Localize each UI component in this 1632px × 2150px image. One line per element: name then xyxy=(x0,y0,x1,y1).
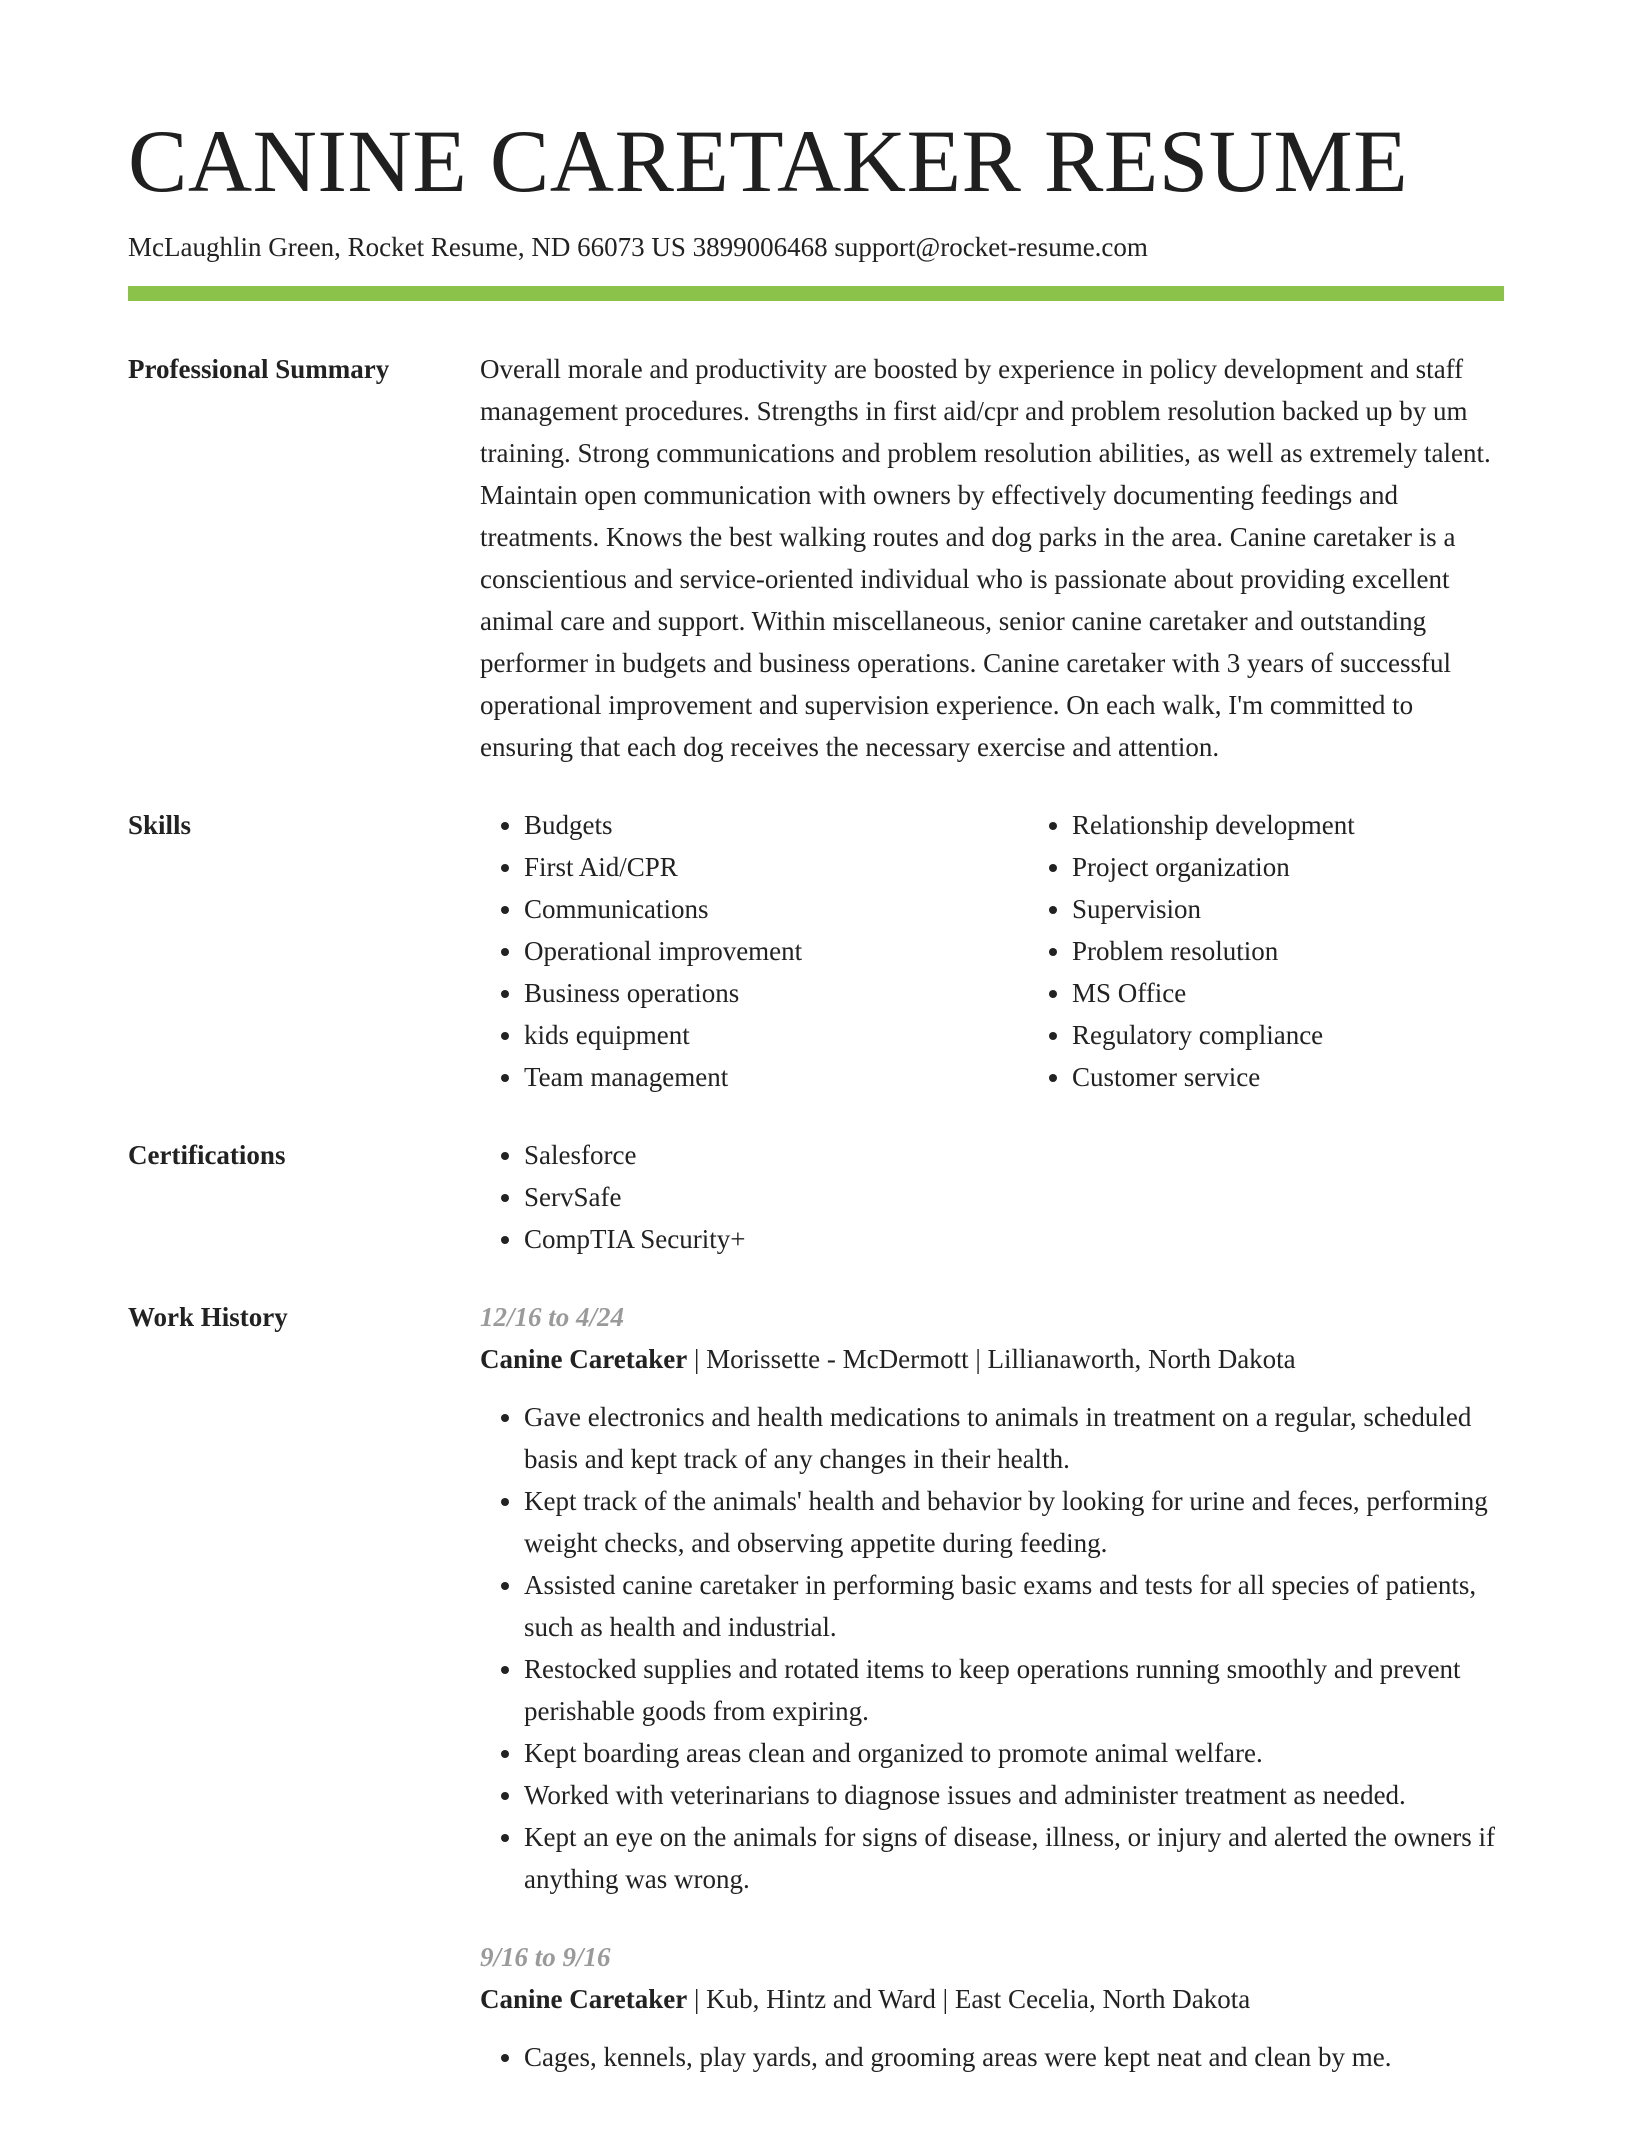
skills-list-left xyxy=(480,804,1028,1098)
job-duties-list xyxy=(480,1396,1504,1900)
contact-info: McLaughlin Green, Rocket Resume, ND 66073 US 3899006468 support@rocket-resume.com xyxy=(128,232,1148,262)
section-heading: Skills xyxy=(128,810,192,840)
skill-item: • Problem resolution xyxy=(1072,930,1576,972)
certifications-list xyxy=(480,1134,1504,1260)
skill-item: • kids equipment xyxy=(524,1014,1028,1056)
skill-item: • MS Office xyxy=(1072,972,1576,1014)
certification-item: • Salesforce xyxy=(524,1134,1504,1176)
skill-item: • Relationship development xyxy=(1072,804,1576,846)
skill-item: • Project organization xyxy=(1072,846,1576,888)
job-heading xyxy=(480,1978,1504,2020)
job-title: Canine Caretaker xyxy=(480,1344,688,1374)
resume-title: CANINE CARETAKER RESUME xyxy=(128,113,1409,211)
skills-list-right xyxy=(1028,804,1576,1098)
job-duty-item: • Kept track of the animals' health and behavior by looking for urine and feces, performing weight checks, and observing appetite during feeding. xyxy=(524,1480,1504,1564)
job-entry xyxy=(480,1936,1504,2078)
job-duty-item: • Kept boarding areas clean and organized to promote animal welfare. xyxy=(524,1732,1504,1774)
job-title: Canine Caretaker xyxy=(480,1984,688,2014)
certification-item: • CompTIA Security+ xyxy=(524,1218,1504,1260)
skill-item: • First Aid/CPR xyxy=(524,846,1028,888)
section-body xyxy=(480,1134,1504,1260)
job-duties-list xyxy=(480,2036,1504,2078)
section-work-history xyxy=(128,1296,1504,2114)
job-employer-location: | Morissette - McDermott | Lillianaworth, North Dakota xyxy=(687,1344,1296,1374)
skills-columns xyxy=(480,804,1576,1098)
skill-item: • Supervision xyxy=(1072,888,1576,930)
job-duty-item: • Gave electronics and health medications to animals in treatment on a regular, scheduled basis and kept track of any changes in their health. xyxy=(524,1396,1504,1480)
skill-item: • Customer service xyxy=(1072,1056,1576,1098)
job-dates: 9/16 to 9/16 xyxy=(480,1942,611,1972)
job-entry xyxy=(480,1296,1504,1900)
skill-item: • Business operations xyxy=(524,972,1028,1014)
section-heading: Work History xyxy=(128,1302,288,1332)
skill-item: • Regulatory compliance xyxy=(1072,1014,1576,1056)
header-divider xyxy=(128,286,1504,301)
summary-text: Overall morale and productivity are boosted by experience in policy development and staff management procedures. Strengths in first aid/cpr and problem resolution backed up by um training. Strong communications and problem resolution abilities, as well as extremely talent. Maintain open communication with owners by effectively documenting feedings and treatments. Knows the best walking routes and dog parks in the area. Canine caretaker is a conscientious and service-oriented individual who is passionate about providing excellent animal care and support. Within miscellaneous, senior canine caretaker and outstanding performer in budgets and business operations. Canine caretaker with 3 years of successful operational improvement and supervision experience. On each walk, I'm committed to ensuring that each dog receives the necessary exercise and attention. xyxy=(480,354,1491,762)
section-heading: Certifications xyxy=(128,1140,286,1170)
skill-item: • Team management xyxy=(524,1056,1028,1098)
section-skills xyxy=(128,804,1504,1098)
skill-item: • Communications xyxy=(524,888,1028,930)
job-heading xyxy=(480,1338,1504,1380)
job-duty-item: • Assisted canine caretaker in performing basic exams and tests for all species of patients, such as health and industrial. xyxy=(524,1564,1504,1648)
job-duty-item: • Worked with veterinarians to diagnose issues and administer treatment as needed. xyxy=(524,1774,1504,1816)
section-certifications xyxy=(128,1134,1504,1260)
certification-item: • ServSafe xyxy=(524,1176,1504,1218)
section-body xyxy=(480,348,1504,768)
section-professional-summary xyxy=(128,348,1504,768)
skill-item: • Operational improvement xyxy=(524,930,1028,972)
section-heading: Professional Summary xyxy=(128,354,390,384)
job-dates: 12/16 to 4/24 xyxy=(480,1302,625,1332)
resume-content xyxy=(128,348,1504,2150)
job-duty-item: • Kept an eye on the animals for signs of disease, illness, or injury and alerted the owners if anything was wrong. xyxy=(524,1816,1504,1900)
skill-item: • Budgets xyxy=(524,804,1028,846)
job-employer-location: | Kub, Hintz and Ward | East Cecelia, North Dakota xyxy=(687,1984,1251,2014)
job-duty-item: • Cages, kennels, play yards, and grooming areas were kept neat and clean by me. xyxy=(524,2036,1504,2078)
section-body xyxy=(480,1296,1504,2114)
job-duty-item: • Restocked supplies and rotated items to keep operations running smoothly and prevent perishable goods from expiring. xyxy=(524,1648,1504,1732)
